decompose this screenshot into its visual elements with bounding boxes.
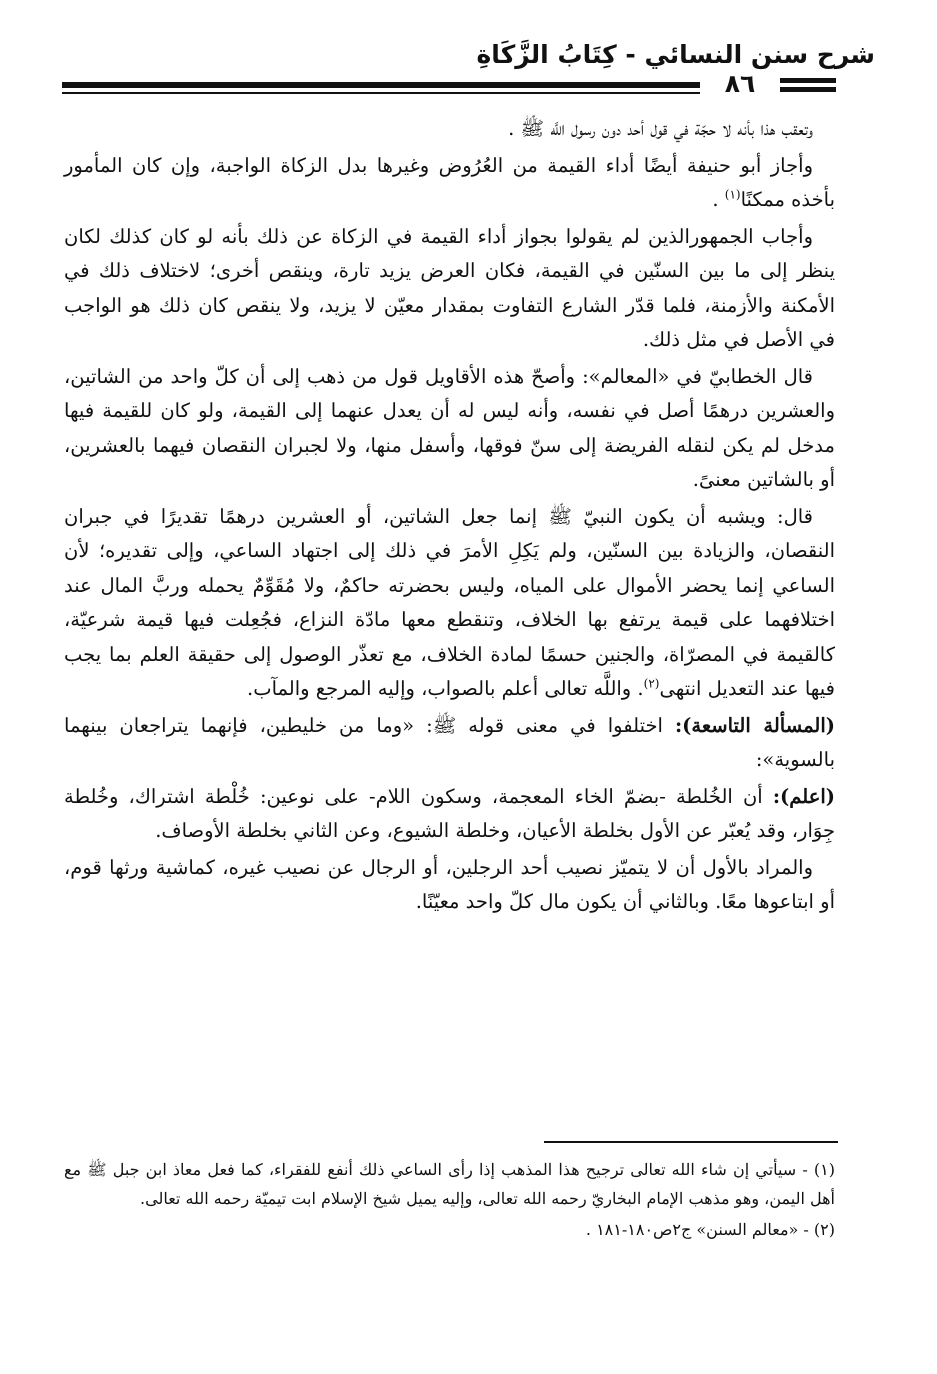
paragraph-text: وأجاب الجمهورالذين لم يقولوا بجواز أداء القيمة في الزكاة عن ذلك بأنه لو كان كذلك لكان ينظر إلى ما بين السنّين في القيمة، فكان العرض يزيد تارة، وينقص أخرى؛ لاختلاف ذلك في الأمكنة والأزمنة، فلما قدّر الشارع التفاوت بمقدار معيّن لا يزيد، ولا ينقص كان ذلك هو الواجب في الأصل في مثل ذلك. — [64, 224, 835, 351]
paragraph — [64, 112, 835, 147]
paragraph-text: . واللَّه تعالى أعلم بالصواب، وإليه المرجع والمآب. — [247, 677, 644, 700]
page-number: ٨٦ — [724, 69, 756, 98]
paragraph-text: اختلفوا في معنى قوله ﷺ: «وما من خليطين، فإنهما يتراجعان بينهما بالسوية»: — [64, 713, 835, 771]
footnote — [64, 1215, 835, 1244]
paragraph — [64, 149, 835, 218]
paragraph — [64, 851, 835, 920]
header-rule-thin — [62, 92, 700, 94]
footnote-ref: (١) — [724, 187, 741, 202]
paragraph — [64, 500, 835, 707]
running-title: شرح سنن النسائي - كِتَابُ الزَّكَاةِ — [476, 40, 875, 69]
paragraph-text: قال: ويشبه أن يكون النبيّ ﷺ إنما جعل الشاتين، أو العشرين درهمًا تقديرًا في جبران النقصان، والزيادة بين السنّين، ولم يَكِلِ الأمرَ في ذلك إلى اجتهاد الساعي، وإلى تقديره؛ لأن الساعي إنما يحضر الأموال على المياه، وليس بحضرته حاكمٌ، ولا مُقَوِّمٌ يحمله وربَّ المال عند اختلافهما على قيمة يرتفع بها الخلاف، وتنقطع معها مادّة النزاع، فجُعِلت فيها قيمة شرعيّة، كالقيمة في المصرّاة، والجنين حسمًا لمادة الخلاف، مع تعذّر الوصول إلى حقيقة العلم بما يجب فيها عند التعديل انتهى — [64, 504, 835, 700]
footnote-mark: (٢) - — [803, 1220, 835, 1239]
paragraph-text: قال الخطابيّ في «المعالم»: وأصحّ هذه الأقاويل قول من ذهب إلى أن كلّ واحد من الشاتين، والعشرين درهمًا أصل في نفسه، وأنه ليس له أن يعدل عنهما إلى القيمة، ولو كان للقيمة فيها مدخل لم يكن لنقله الفريضة إلى سنّ فوقها، وأسفل منها، ولا لجبران النقصان فيهما بالعشرين، أو بالشاتين معنىً. — [64, 364, 835, 491]
paragraph-text: . — [712, 188, 725, 211]
paragraph — [64, 780, 835, 849]
section-label: (المسألة التاسعة): — [674, 713, 835, 737]
footnote-ref: (٢) — [643, 676, 660, 691]
paragraph-text: أن الخُلطة -بضمّ الخاء المعجمة، وسكون اللام- على نوعين: خُلْطة اشتراك، وخُلطة جِوَار، وقد يُعبّر عن الأول بخلطة الأعيان، وخلطة الشيوع، وعن الثاني بخلطة الأوصاف. — [64, 784, 835, 842]
header-rule-thick — [62, 82, 700, 88]
footnote-text: «معالم السنن» ج٢ص١٨٠-١٨١ . — [585, 1220, 804, 1239]
paragraph — [64, 709, 835, 778]
footnote-separator — [544, 1141, 838, 1143]
section-label: (اعلم): — [772, 784, 835, 808]
paragraph — [64, 220, 835, 358]
footnote — [64, 1155, 835, 1213]
paragraph-text: والمراد بالأول أن لا يتميّز نصيب أحد الرجلين، أو الرجال عن نصيب غيره، كماشية ورثها قوم، أو ابتاعوها معًا. وبالثاني أن يكون مال كلّ واحد معيّنًا. — [64, 855, 835, 913]
header-rule-right-top — [780, 78, 836, 83]
footnote-text: سيأتي إن شاء الله تعالى ترجيح هذا المذهب إذا رأى الساعي ذلك أنفع للفقراء، كما فعل معاذ ابن جبل ﷺ مع أهل اليمن، وهو مذهب الإمام البخاريّ رحمه الله تعالى، وإليه يميل شيخ الإسلام ابت تيميّة رحمه الله تعالى. — [64, 1160, 835, 1208]
footnote-mark: (١) - — [802, 1160, 835, 1179]
paragraph-text: وتعقب هذا بأنه لا حجّة في قول أحد دون رسول اللَّه ﷺ . — [508, 117, 813, 140]
paragraph-text: وأجاز أبو حنيفة أيضًا أداء القيمة من العُرُوض وغيرها بدل الزكاة الواجبة، وإن كان المأمور بأخذه ممكنًا — [64, 153, 835, 211]
main-text — [64, 112, 835, 922]
header-rule-right-bottom — [780, 87, 836, 92]
paragraph — [64, 360, 835, 498]
footnotes — [64, 1155, 835, 1246]
